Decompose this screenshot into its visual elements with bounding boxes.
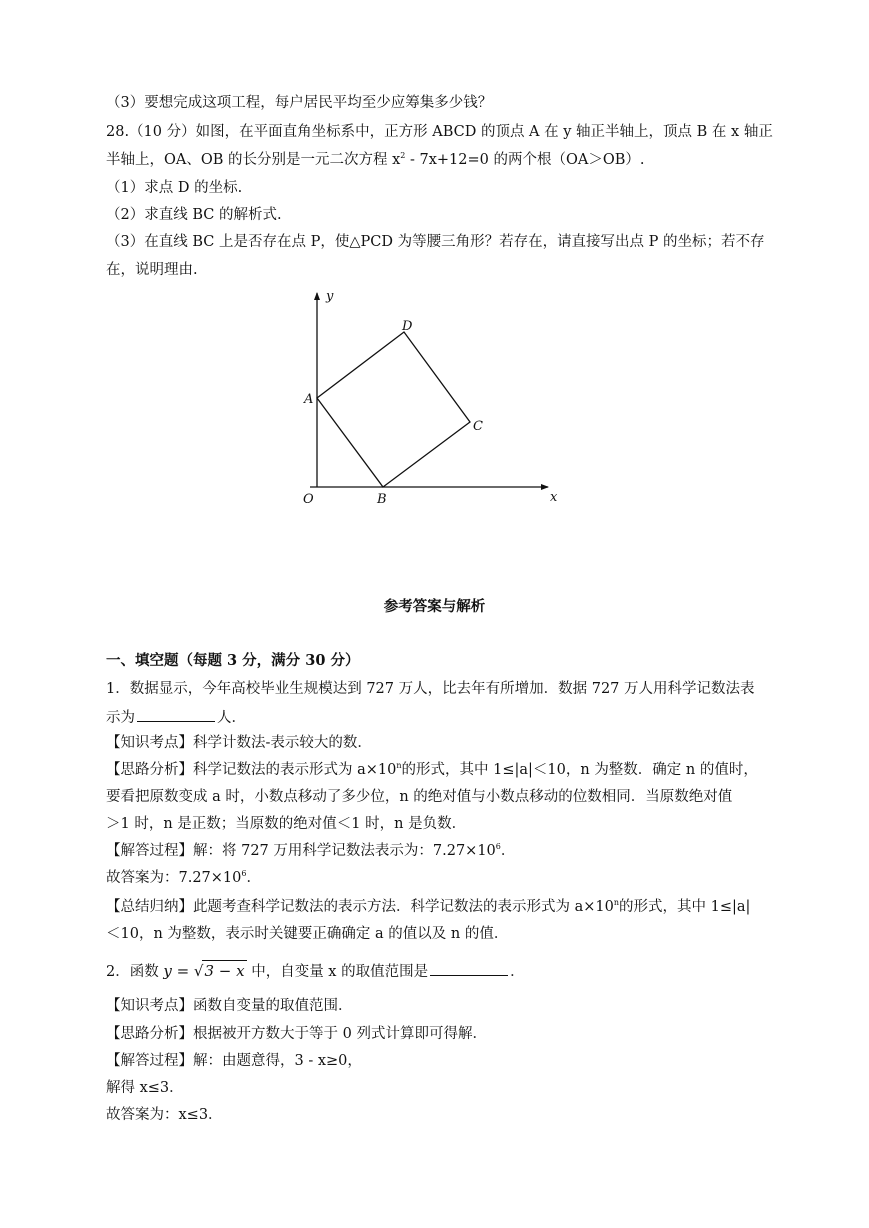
a1-analysis-line2: 要看把原数变成 a 时，小数点移动了多少位，n 的绝对值与小数点移动的位数相同．当原数绝对值 [106,789,733,805]
label-o: O [303,492,314,507]
a1-answer: 故答案为：$7.27\times 10^6$． [106,869,261,886]
a1-summary-line1: 【总结归纳】此题考查科学记数法的表示方法．科学记数法的表示形式为 $a\times 10^n$的形式，其中 1≤|a| [106,898,751,915]
label-x: x [550,490,558,505]
label-d: D [402,319,413,334]
answer-blank [430,960,508,976]
q28-stem-line1: 28.（10 分）如图，在平面直角坐标系中，正方形 ABCD 的顶点 A 在 y 轴正半轴上，顶点 B 在 x 轴正 [106,124,773,140]
a2-question: 2．函数 y = √3 − x 中，自变量 x 的取值范围是 ． [106,962,525,980]
label-c: C [473,419,483,434]
q28-part3-line2: 在，说明理由. [106,262,198,278]
q28-part2: （2）求直线 BC 的解析式. [106,207,282,223]
a2-answer: 故答案为：x≤3． [106,1107,223,1123]
a2-analysis: 【思路分析】根据被开方数大于等于 0 列式计算即可得解． [106,1026,487,1042]
a1-analysis-line1: 【思路分析】科学记数法的表示形式为 $a\times 10^n$的形式，其中 1≤|a|＜10，n 为整数．确定 n 的值时， [106,761,758,778]
function-formula: y = √3 − x [163,962,245,980]
square-diagram [298,285,570,510]
q28-part3-line1: （3）在直线 BC 上是否存在点 P，使△PCD 为等腰三角形？若存在，请直接写出点 P 的坐标；若不存 [106,234,765,250]
section1-title: 一、填空题（每题 3 分，满分 30 分） [106,652,360,669]
label-b: B [377,492,387,507]
a1-question-line1: 1．数据显示，今年高校毕业生规模达到 727 万人，比去年有所增加．数据 727 万人用科学记数法表 [106,681,755,697]
answers-title: 参考答案与解析 [383,598,486,615]
q28-part1: （1）求点 D 的坐标. [106,180,243,196]
a2-solution-step: 解得 x≤3． [106,1080,184,1096]
a1-summary-line2: ＜10，n 为整数，表示时关键要正确确定 a 的值以及 n 的值． [106,926,509,942]
a1-solution: 【解答过程】解：将 727 万用科学记数法表示为：$7.27\times 10^6$． [106,842,516,859]
square-abcd [317,332,470,487]
a1-analysis-line3: ＞1 时，n 是正数；当原数的绝对值＜1 时，n 是负数． [106,816,467,832]
a1-question-line2: 示为 人． [106,706,776,728]
a2-solution: 【解答过程】解：由题意得，3 - x≥0， [106,1053,362,1069]
a1-knowledge-point: 【知识考点】科学计数法-表示较大的数． [106,735,372,751]
a2-knowledge-point: 【知识考点】函数自变量的取值范围． [106,998,353,1014]
q27-part3: （3）要想完成这项工程，每户居民平均至少应筹集多少钱？ [106,95,493,111]
answer-blank [137,706,215,722]
q28-stem-line2: 半轴上，OA、OB 的长分别是一元二次方程 $x^2 - 7x+12=0$ 的两个根（OA＞OB）. [106,151,645,168]
label-y: y [326,289,334,304]
label-a: A [304,392,314,407]
coordinate-figure [298,285,570,510]
